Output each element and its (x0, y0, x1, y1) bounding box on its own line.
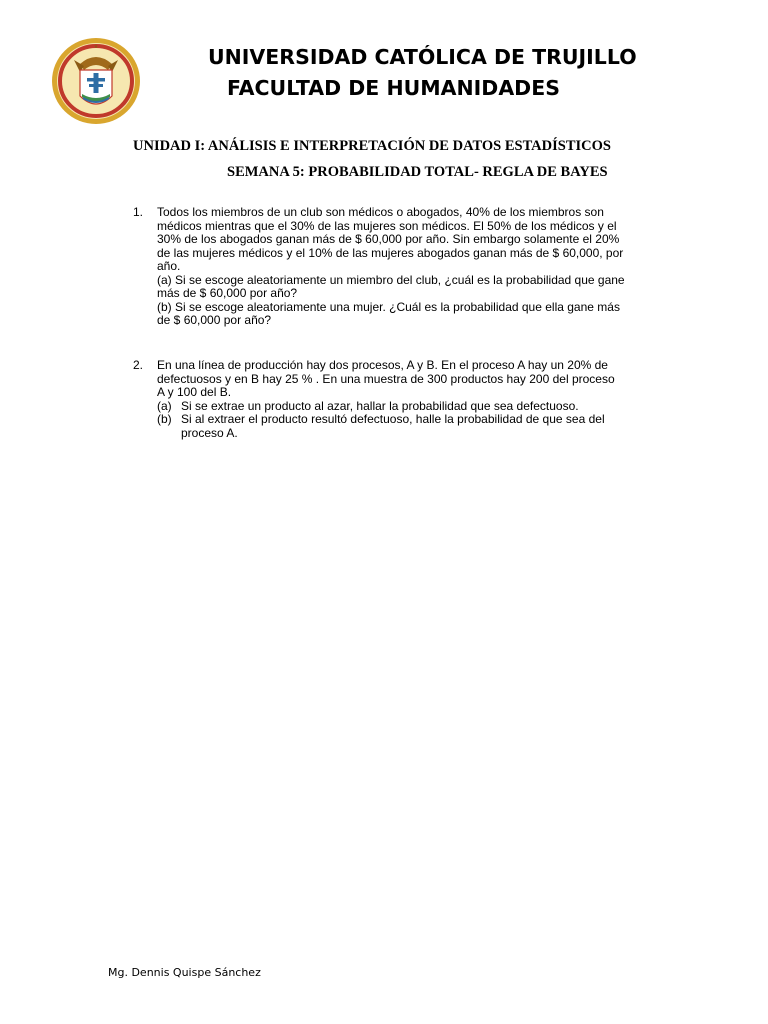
svg-text:★: ★ (93, 44, 99, 50)
text-line: de las mujeres médicos y el 10% de las mujeres abogados ganan más de $ 60,000, por (157, 245, 624, 260)
text-line: (a) Si se escoge aleatoriamente un miembro del club, ¿cuál es la probabilidad que gane (157, 272, 625, 287)
text-line: Si al extraer el producto resultó defectuoso, halle la probabilidad de que sea del (181, 412, 605, 426)
text-line: A y 100 del B. (157, 385, 232, 399)
question-1 (133, 206, 661, 328)
week-heading: SEMANA 5: PROBABILIDAD TOTAL- REGLA DE BAYES (227, 164, 608, 180)
part-label: (b) (157, 412, 172, 426)
part-label: (a) (157, 398, 172, 413)
text-line: defectuosos y en B hay 25 % . En una muestra de 300 productos hay 200 del proceso (157, 371, 615, 386)
text-line: (b) Si se escoge aleatoriamente una mujer. ¿Cuál es la probabilidad que ella gane más (157, 299, 620, 314)
university-title: UNIVERSIDAD CATÓLICA DE TRUJILLO (208, 45, 637, 69)
university-seal-icon (50, 36, 142, 126)
question-number: 2. (133, 358, 144, 372)
text-line: proceso A. (181, 425, 238, 440)
text-line: más de $ 60,000 por año? (157, 286, 298, 300)
question-part-b (157, 413, 661, 440)
author-footer: Mg. Dennis Quispe Sánchez (108, 966, 261, 979)
text-line: En una línea de producción hay dos procesos, A y B. En el proceso A hay un 20% de (157, 358, 608, 372)
text-line: Si se extrae un producto al azar, hallar la probabilidad que sea defectuoso. (181, 398, 579, 413)
text-line: año. (157, 259, 181, 273)
text-line: Todos los miembros de un club son médicos o abogados, 40% de los miembros son (157, 205, 604, 219)
question-number: 1. (133, 205, 144, 219)
question-text (157, 359, 661, 440)
unit-heading: UNIDAD I: ANÁLISIS E INTERPRETACIÓN DE DATOS ESTADÍSTICOS (133, 138, 611, 154)
faculty-title: FACULTAD DE HUMANIDADES (227, 76, 560, 100)
text-line: médicos mientras que el 30% de las mujeres son médicos. El 50% de los médicos y el (157, 218, 617, 233)
question-part-a (157, 400, 661, 414)
text-line: de $ 60,000 por año? (157, 313, 272, 327)
text-line: 30% de los abogados ganan más de $ 60,000 por año. Sin embargo solamente el 20% (157, 232, 620, 246)
question-2 (133, 359, 661, 440)
question-text (157, 206, 661, 328)
